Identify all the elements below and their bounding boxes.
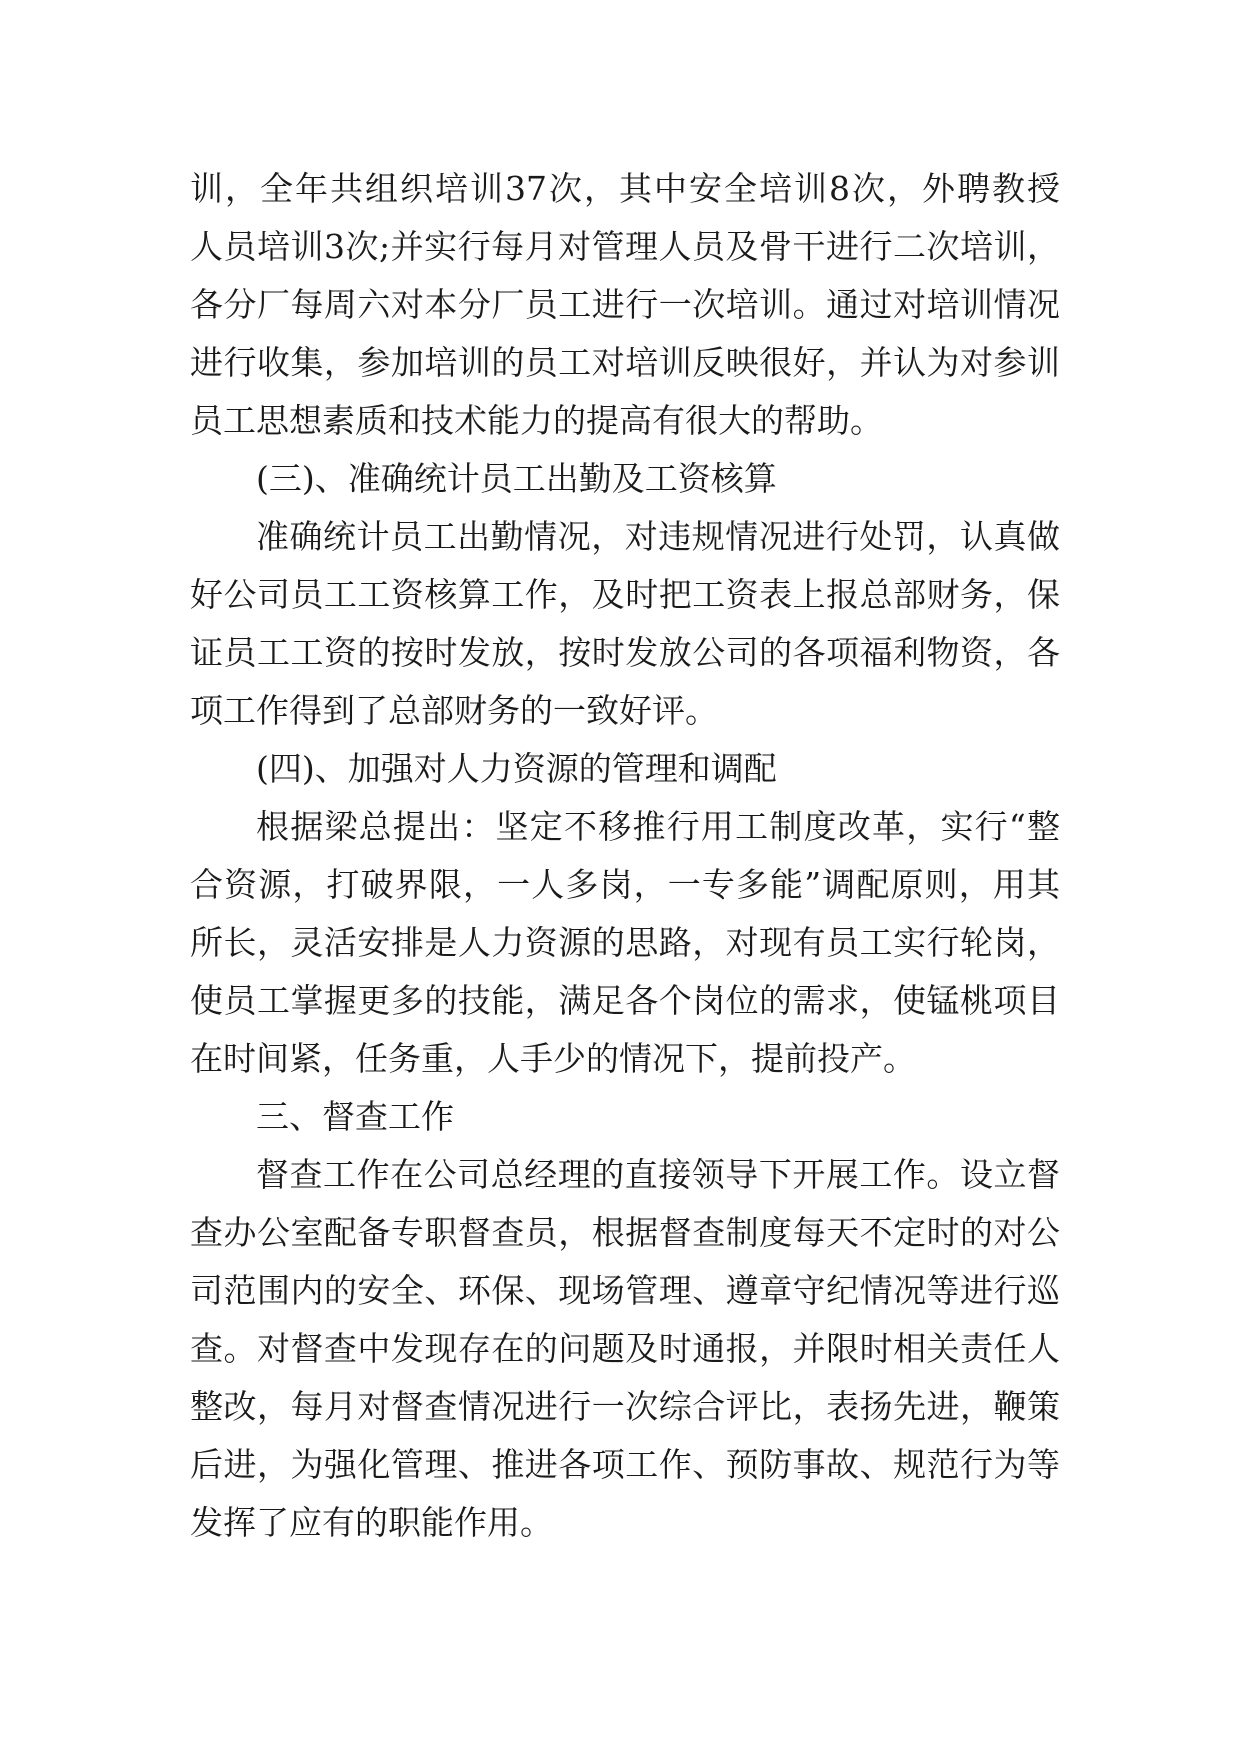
text-line: 司范围内的安全、环保、现场管理、遵章守纪情况等进行巡 — [190, 1271, 1060, 1310]
text-line: 员工思想素质和技术能力的提高有很大的帮助。 — [190, 401, 883, 440]
text-line: 后进，为强化管理、推进各项工作、预防事故、规范行为等 — [190, 1445, 1060, 1484]
text-line: 进行收集，参加培训的员工对培训反映很好，并认为对参训 — [190, 343, 1060, 382]
text-line: 项工作得到了总部财务的一致好评。 — [190, 691, 718, 730]
text-line: 整改，每月对督查情况进行一次综合评比，表扬先进，鞭策 — [190, 1387, 1060, 1426]
text-line: 在时间紧，任务重，人手少的情况下，提前投产。 — [190, 1039, 916, 1078]
text-line: 查办公室配备专职督查员，根据督查制度每天不定时的对公 — [190, 1213, 1060, 1252]
text-line: 使员工掌握更多的技能，满足各个岗位的需求，使锰桃项目 — [190, 981, 1060, 1020]
section-heading: 三、督查工作 — [256, 1097, 454, 1136]
text-line: 好公司员工工资核算工作，及时把工资表上报总部财务，保 — [190, 575, 1060, 614]
text-line: 各分厂每周六对本分厂员工进行一次培训。通过对培训情况 — [190, 285, 1060, 324]
text-line: 督查工作在公司总经理的直接领导下开展工作。设立督 — [256, 1155, 1060, 1194]
text-line: 根据梁总提出：坚定不移推行用工制度改革，实行“整 — [256, 807, 1060, 846]
document-body — [190, 160, 1060, 1552]
text-line: 所长，灵活安排是人力资源的思路，对现有员工实行轮岗， — [190, 923, 1060, 962]
text-line: 证员工工资的按时发放，按时发放公司的各项福利物资，各 — [190, 633, 1060, 672]
text-line: 训，全年共组织培训37次，其中安全培训8次，外聘教授 — [190, 169, 1060, 208]
text-line: 准确统计员工出勤情况，对违规情况进行处罚，认真做 — [256, 517, 1060, 556]
text-line: 发挥了应有的职能作用。 — [190, 1503, 553, 1542]
text-line: 合资源，打破界限，一人多岗，一专多能”调配原则，用其 — [190, 865, 1060, 904]
section-heading: (四)、加强对人力资源的管理和调配 — [256, 749, 777, 788]
section-heading: (三)、准确统计员工出勤及工资核算 — [256, 459, 777, 498]
text-line: 查。对督查中发现存在的问题及时通报，并限时相关责任人 — [190, 1329, 1060, 1368]
text-line: 人员培训3次;并实行每月对管理人员及骨干进行二次培训， — [190, 227, 1060, 266]
